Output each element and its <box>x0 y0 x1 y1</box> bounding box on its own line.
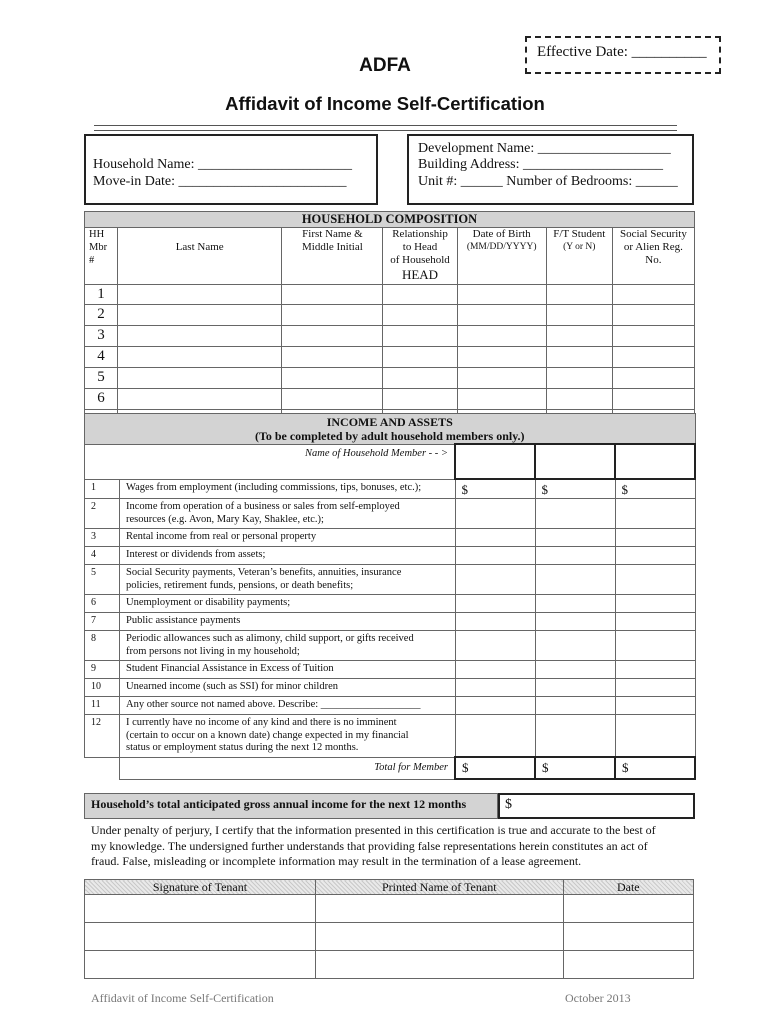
first-name-input[interactable] <box>282 305 383 326</box>
income-item-number: 7 <box>85 613 120 631</box>
income-item-description: Student Financial Assistance in Excess of Tuition <box>120 661 456 679</box>
income-item-row <box>85 565 696 595</box>
income-assets-header: INCOME AND ASSETS (To be completed by adult household members only.) <box>85 414 696 445</box>
income-amount-input-2[interactable] <box>535 547 615 565</box>
income-amount-input-1[interactable] <box>455 565 535 595</box>
dob-input[interactable] <box>457 389 546 410</box>
hh-number: 3 <box>85 326 118 347</box>
ft-student-input[interactable] <box>546 305 612 326</box>
income-item-description: Wages from employment (including commissions, tips, bonuses, etc.); <box>120 479 456 499</box>
income-assets-table <box>84 413 696 780</box>
income-amount-input-1[interactable] <box>455 697 535 715</box>
income-item-number: 10 <box>85 679 120 697</box>
income-item-number: 12 <box>85 715 120 758</box>
hh-number: 5 <box>85 368 118 389</box>
income-item-number: 8 <box>85 631 120 661</box>
income-item-row <box>85 697 696 715</box>
income-amount-input-3[interactable] <box>615 499 695 529</box>
first-name-input[interactable] <box>282 389 383 410</box>
income-amount-input-3[interactable] <box>615 565 695 595</box>
income-amount-input-3[interactable]: $ <box>615 479 695 499</box>
first-name-header: First Name & Middle Initial <box>282 228 383 285</box>
last-name-input[interactable] <box>118 347 282 368</box>
income-item-row <box>85 595 696 613</box>
income-amount-input-3[interactable] <box>615 631 695 661</box>
last-name-input[interactable] <box>118 285 282 305</box>
last-name-input[interactable] <box>118 389 282 410</box>
income-amount-input-2[interactable] <box>535 499 615 529</box>
certification-text: Under penalty of perjury, I certify that the information presented in this certification is true and accurate to the best of my knowledge. The undersigned further understands that providing false representations herein constitutes an act of fraud. False, misleading or incomplete information may result in the termination of a lease agreement. <box>91 823 656 868</box>
income-item-number: 4 <box>85 547 120 565</box>
printed-name-input[interactable] <box>315 951 563 979</box>
income-amount-input-1[interactable] <box>455 613 535 631</box>
last-name-input[interactable] <box>118 368 282 389</box>
income-amount-input-2[interactable] <box>535 697 615 715</box>
head-label: HEAD <box>401 267 439 282</box>
income-item-description: Interest or dividends from assets; <box>120 547 456 565</box>
income-item-description: Income from operation of a business or sales from self-employed resources (e.g. Avon, Mary Kay, Shaklee, etc.); <box>120 499 456 529</box>
income-item-row <box>85 499 696 529</box>
income-item-description: Unemployment or disability payments; <box>120 595 456 613</box>
income-item-description: Any other source not named above. Describe: ___________________ <box>120 697 456 715</box>
income-amount-input-3[interactable] <box>615 547 695 565</box>
household-member-row <box>85 347 695 368</box>
dob-header: Date of Birth (MM/DD/YYYY) <box>457 228 546 285</box>
income-amount-input-2[interactable]: $ <box>535 479 615 499</box>
income-amount-input-3[interactable] <box>615 697 695 715</box>
ssn-input[interactable] <box>612 285 694 305</box>
footer-left: Affidavit of Income Self-Certification <box>91 991 274 1005</box>
relationship-input[interactable] <box>383 368 457 389</box>
income-amount-input-3[interactable] <box>615 613 695 631</box>
hh-mbr-header: HH Mbr # <box>85 228 118 285</box>
annual-income-input[interactable] <box>498 793 695 819</box>
income-item-row <box>85 613 696 631</box>
title-underline <box>94 125 677 131</box>
income-item-description: Unearned income (such as SSI) for minor children <box>120 679 456 697</box>
household-composition-table <box>84 211 695 431</box>
household-member-row <box>85 326 695 347</box>
ft-student-header: F/T Student (Y or N) <box>546 228 612 285</box>
dob-input[interactable] <box>457 347 546 368</box>
income-item-row <box>85 479 696 499</box>
annual-income-dollar: $ <box>505 797 512 812</box>
income-item-row <box>85 679 696 697</box>
member-name-input-2[interactable] <box>535 444 615 479</box>
ft-student-input[interactable] <box>546 368 612 389</box>
relationship-input[interactable] <box>383 305 457 326</box>
relationship-input[interactable] <box>383 389 457 410</box>
total-for-member-label: Total for Member <box>120 757 456 779</box>
income-amount-input-2[interactable] <box>535 679 615 697</box>
printed-name-input[interactable] <box>315 923 563 951</box>
income-amount-input-2[interactable] <box>535 595 615 613</box>
income-amount-input-1[interactable]: $ <box>455 479 535 499</box>
date-input[interactable] <box>563 951 693 979</box>
dob-input[interactable] <box>457 326 546 347</box>
total-member-1[interactable]: $ <box>455 757 535 779</box>
income-amount-input-2[interactable] <box>535 661 615 679</box>
household-composition-header: HOUSEHOLD COMPOSITION <box>85 212 695 228</box>
ft-student-input[interactable] <box>546 389 612 410</box>
income-amount-input-1[interactable] <box>455 679 535 697</box>
signature-input[interactable] <box>85 923 316 951</box>
ft-student-input[interactable] <box>546 285 612 305</box>
income-item-number: 5 <box>85 565 120 595</box>
income-item-row <box>85 547 696 565</box>
hh-number: 6 <box>85 389 118 410</box>
ssn-input[interactable] <box>612 389 694 410</box>
income-amount-input-1[interactable] <box>455 661 535 679</box>
income-item-description: I currently have no income of any kind and there is no imminent (certain to occur on a known date) change expected in my financial status or employment status during the next 12 months. <box>120 715 456 758</box>
ssn-header: Social Security or Alien Reg. No. <box>612 228 694 285</box>
relationship-input[interactable] <box>383 347 457 368</box>
ssn-input[interactable] <box>612 305 694 326</box>
footer-right: October 2013 <box>565 991 631 1005</box>
income-amount-input-1[interactable] <box>455 715 535 758</box>
dob-input[interactable] <box>457 285 546 305</box>
effective-date-field[interactable]: Effective Date: __________ <box>537 44 707 60</box>
date-input[interactable] <box>563 895 693 923</box>
income-amount-input-2[interactable] <box>535 715 615 758</box>
signature-input[interactable] <box>85 951 316 979</box>
income-item-description: Public assistance payments <box>120 613 456 631</box>
relationship-input[interactable] <box>383 285 457 305</box>
first-name-input[interactable] <box>282 347 383 368</box>
household-member-row <box>85 305 695 326</box>
ft-student-input[interactable] <box>546 347 612 368</box>
income-amount-input-1[interactable] <box>455 631 535 661</box>
date-input[interactable] <box>563 923 693 951</box>
income-amount-input-3[interactable] <box>615 529 695 547</box>
last-name-input[interactable] <box>118 326 282 347</box>
dob-input[interactable] <box>457 305 546 326</box>
last-name-input[interactable] <box>118 305 282 326</box>
first-name-input[interactable] <box>282 285 383 305</box>
last-name-header: Last Name <box>118 228 282 285</box>
date-header: Date <box>563 880 693 895</box>
income-amount-input-2[interactable] <box>535 565 615 595</box>
unit-bedrooms-field[interactable]: Unit #: ______ Number of Bedrooms: ______ <box>418 174 678 189</box>
building-address-field[interactable]: Building Address: ____________________ <box>418 157 664 172</box>
printed-name-header: Printed Name of Tenant <box>315 880 563 895</box>
first-name-input[interactable] <box>282 326 383 347</box>
income-item-number: 11 <box>85 697 120 715</box>
move-in-date-field[interactable]: Move-in Date: ________________________ <box>93 174 347 189</box>
page-title: Affidavit of Income Self-Certification <box>225 93 545 114</box>
annual-income-label: Household’s total anticipated gross annual income for the next 12 months <box>91 797 467 811</box>
member-name-input-3[interactable] <box>615 444 695 479</box>
total-member-3[interactable]: $ <box>615 757 695 779</box>
printed-name-input[interactable] <box>315 895 563 923</box>
hh-number: 2 <box>85 305 118 326</box>
relationship-header: Relationship to Head of Household HEAD <box>383 228 457 285</box>
relationship-input[interactable] <box>383 326 457 347</box>
income-item-row <box>85 661 696 679</box>
development-name-field[interactable]: Development Name: ___________________ <box>418 141 671 156</box>
signature-input[interactable] <box>85 895 316 923</box>
income-item-description: Rental income from real or personal property <box>120 529 456 547</box>
ssn-input[interactable] <box>612 347 694 368</box>
income-item-number: 9 <box>85 661 120 679</box>
income-amount-input-2[interactable] <box>535 529 615 547</box>
ssn-input[interactable] <box>612 368 694 389</box>
income-item-description: Periodic allowances such as alimony, child support, or gifts received from persons not living in my household; <box>120 631 456 661</box>
income-item-row <box>85 529 696 547</box>
income-amount-input-1[interactable] <box>455 547 535 565</box>
income-amount-input-1[interactable] <box>455 595 535 613</box>
income-item-number: 3 <box>85 529 120 547</box>
member-name-input-1[interactable] <box>455 444 535 479</box>
income-amount-input-3[interactable] <box>615 661 695 679</box>
income-amount-input-1[interactable] <box>455 499 535 529</box>
income-amount-input-3[interactable] <box>615 595 695 613</box>
household-member-row <box>85 285 695 305</box>
income-item-row <box>85 715 696 758</box>
household-member-row <box>85 368 695 389</box>
hh-number: 1 <box>85 285 118 305</box>
income-item-row <box>85 631 696 661</box>
income-amount-input-2[interactable] <box>535 613 615 631</box>
household-name-field[interactable]: Household Name: ______________________ <box>93 157 352 172</box>
income-item-description: Social Security payments, Veteran’s benefits, annuities, insurance policies, retirement funds, pensions, or death benefits; <box>120 565 456 595</box>
signature-header: Signature of Tenant <box>85 880 316 895</box>
income-item-number: 6 <box>85 595 120 613</box>
member-name-label: Name of Household Member - - > <box>85 444 456 479</box>
income-amount-input-2[interactable] <box>535 631 615 661</box>
ft-student-input[interactable] <box>546 326 612 347</box>
ssn-input[interactable] <box>612 326 694 347</box>
org-title: ADFA <box>359 55 411 76</box>
income-item-number: 2 <box>85 499 120 529</box>
household-member-row <box>85 389 695 410</box>
income-amount-input-1[interactable] <box>455 529 535 547</box>
income-amount-input-3[interactable] <box>615 679 695 697</box>
total-member-2[interactable]: $ <box>535 757 615 779</box>
income-amount-input-3[interactable] <box>615 715 695 758</box>
signature-table <box>84 879 694 979</box>
first-name-input[interactable] <box>282 368 383 389</box>
dob-input[interactable] <box>457 368 546 389</box>
hh-number: 4 <box>85 347 118 368</box>
income-item-number: 1 <box>85 479 120 499</box>
